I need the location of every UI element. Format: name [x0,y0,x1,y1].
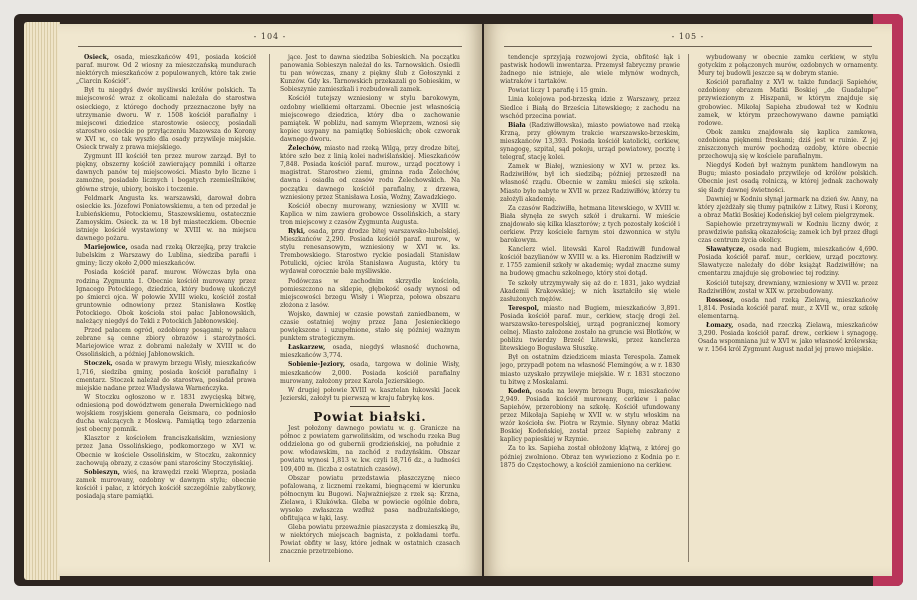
paragraph-text: miasto nad Bugiem, mieszkańców 3,891. Posiada kościół paraf. mur., cerkiew, stację drogi żel. warszawsko-terespolskiej, urząd pogranicznej komory celnej. Miasto założone zostało na gruncie wsi Błotków, w pobliżu twierdzy Brześć Litewski, przez kanclerza litewskiego Bogusława Słuszkę. [500,304,680,353]
right-column-divider [688,54,689,562]
paragraph-text: Kościół tutejszy wzniesiony w stylu barokowym, ozdobny wielkiemi ołtarzami. Obecnie jest własnością miejscowego dziedzica, który dba o zachowanie pamiątek. W pobliżu, nad samym Wieprzem, wznosi się kopiec usypany na pamiątkę Sobieskich; obok czworak dawnego dworu. [280,95,460,143]
paragraph [500,205,680,245]
paragraph-text: Jest położony dawnego powiatu w. g. Granicze na północ z powiatem garwolińskim, od wschodu rzeka Bug oddzielona go od gubernii grodzieńskiej, na południe z pow. włodawskim, na zachód z radzyńskim. Obszar powiatu wynosi 1,813 w. kw. czyli 18,716 dz., a ludności 109,400 m. (liczba z ostatnich czasów). [280,425,460,473]
entry-heading: Łaskarzew, [288,344,326,352]
right-column-1 [500,54,680,566]
paragraph-text: Dawniej w Kodniu słynął jarmark na dzień św. Anny, na który zjeżdżały się tłumy pątników z Litwy, Rusi i Korony, a obraz Matki Boskiej Kodeńskiej był celem pielgrzymek. [698,195,878,219]
paragraph [280,361,460,385]
paragraph [280,425,460,474]
left-header-rule [78,46,462,47]
paragraph [500,122,680,162]
paragraph [280,311,460,343]
paragraph-text: Kościół obecny murowany, wzniesiony w XVIII w. Kaplica w nim zawiera grobowce Ossolińskich, a stary tron miejscowy z czasów Zygmunta Augusta. [280,202,460,226]
paragraph-text: W drugiej połowie XVIII w. kasztelan łukowski Jacek Jezierski, założył tu pierwszą w kraju fabrykę kos. [280,386,460,402]
paragraph [698,196,878,220]
paragraph [698,322,878,354]
paragraph [698,221,878,245]
paragraph-text: Zamek w Białej, wzniesiony w XVI w. przez ks. Radziwiłłów, był ich siedzibą; później przeszedł na własność rządu. Obecnie w zamku mieści się szkoła. Miasto było nabyte w XVII w. przez Radziwiłłów, którzy tu założyli akademię. [500,163,680,203]
paragraph [280,344,460,360]
paragraph-text: Obszar powiatu przedstawia płaszczyznę nieco pofalowaną, z licznemi rzekami, biegnącemi w kierunku północnym ku Bugowi. Najważniejsze z rzek są: Krzna, Zielawa, i Klukówka. Gleba w powiecie ogólnie dobra, wysoko zwłaszcza wzdłuż pasa nadbużańskiego, obfitująca w łąki, lasy. [280,474,460,523]
paragraph [76,244,256,268]
paragraph [280,95,460,144]
paragraph [698,246,878,278]
paragraph [280,387,460,403]
paragraph-text: Był on ostatnim dziedzicem miasta Terespola. Zamek jego, przypadł potem na własność Flemingów, a w r. 1830 miasto uzyskało przywileje miejskie. W r. 1831 stoczono tu bitwę z Moskalami. [500,354,680,386]
paragraph [500,163,680,203]
paragraph-text: tendencje sprzyjają rozwojowi życia, obfitość łąk i pastwisk hodowli inwentarza. Przemysł fabryczny prawie żadnego nie istnieje, ale wiele młynów wodnych, wiatraków i tartaków. [500,54,680,86]
paragraph-text: Kościół tutejszy, drewniany, wzniesiony w XVII w. przez Radziwiłłów, został w XIX w. przebudowany. [698,279,878,295]
entry-heading: Sobieszyn, [84,468,120,476]
left-page-number: - 104 - [253,32,287,41]
paragraph [280,228,460,277]
paragraph [500,388,680,445]
paragraph-text: osada nad rzeką Zielawą, mieszkańców 1,814. Posiada kościół paraf. mur., z XVII w., oraz szkołę elementarną. [698,296,878,320]
paragraph-text: Za czasów Radziwiłła, hetmana litewskiego, w XVIII w. Biała słynęła ze swych szkół i drukarni. W mieście znajdowało się kilka klasztorów; z tych pozostały kościół i cerkiew. Przy kościele farnym stoi dzwonnica w stylu barokowym. [500,204,680,245]
left-column-divider [269,54,270,562]
paragraph-text: jące. Jest to dawna siedziba Sobieskich. Na początku panowania Sobieszyn należał do ks. Tarnowskich. Osiedli tu pan wówczas, znany z piękny ślub z Gołoszynki z Kunzów. Gdy ks. Tarnowskich przekazali go Sobieskim, w Sobieszynie zamieszkali i rozbudowali zamek. [280,54,460,94]
entry-heading: Żelechów, [288,145,322,153]
paragraph-text: osada, mieszkańców 491, posiada kościół paraf. murow. Od 2 wiosny za mieszczańską mundurach niektórych mieszkańców z populowanych, które tak zwie „Ciarcin Kościół”. [76,54,256,86]
entry-heading: Sławatycze, [706,246,746,254]
section-heading: Powiat białski. [313,409,427,424]
right-page [484,24,892,576]
paragraph [76,327,256,359]
paragraph [698,162,878,194]
entry-heading: Sobienie-Jeziory, [288,361,345,369]
paragraph-text: Posiada kościół paraf. murow. Wówczas była ona rodziną Zygmunta I. Obecnie kościół murowany przez Ignacego Potockiego, dziedzica, który budowę ukończył po śmierci ojca. W połowie XVIII wieku, kościół został gruntownie odnowiony przez Stanisława Kostkę Potockiego. Obok kościoła stoi pałac Jabłonowskich, należący niegdyś do Tekli z Potockich Jabłonowskiej. [76,269,256,325]
section-heading-rule [350,406,390,407]
paragraph-text: Kanclerz wiel. litewski Karol Radziwiłł fundował kościół bazylianów w XVIII w. a ks. Hieronim Radziwiłł w r. 1755 zamienił szkoły w akademię; wydał znaczne sumy na budowę gmachu szkolnego, który stoi dotąd. [500,246,680,278]
paragraph-text: osada, przy drodze bitej warszawsko-lubelskiej. Mieszkańców 2,290. Posiada kościół paraf. murow., w stylu renesansowym, wzniesiony w XVI w. ks. Trembowskiego. Starostwo ryckie posiadali Stanisław Potulicki, ojciec króla Stanisława Augusta, który tu wydawał corocznie bale myśliwskie. [280,227,460,276]
paragraph-text: Sapiehowie przetrzymywali w Kodniu liczny dwór, z prawdziwie pańską okazałością; zamek ich był przez długi czas centrum życia okolicy. [698,220,878,245]
paragraph-text: (Radziwiłłowska), miasto powiatowe nad rzeką Krzną, przy głównym trakcie warszawsko-brzeskim, mieszkańców 13,393. Posiada kościół katolicki, cerkiew, synagogę, szpital, sąd pokoju, urząd powiatowy, pocztę i telegraf, stację kolei. [500,121,680,162]
paragraph-text: Linia kolejowa pod-brzeską idzie z Warszawy, przez Siedlce i Białą do Brześcia Litewskiego; z zachodu na wschód przecina powiat. [500,96,680,120]
paragraph-text: Feldmark Angusta ks. warszawski, darował dobra osieckie ks. Józefowi Poniatowskiemu, a ten od przedał je Łubieńskiemu, Potockiemu, Staszewskiemu, ostatecznie Zamoyskim. Osieck. za w. 18 był miasteczkiem. Obecnie istnieje kościół wystawiony w XVIII w. na miejscu dawnego pożaru. [76,194,256,243]
paragraph-text: osada w prawym brzegu Wisły, mieszkańców 1,716, siedziba gminy, posiada kościół parafialny i cmentarz. Stoczek należał do starostwa, posiadał prawa miejskie nadane przez Władysława Warneńczyka. [76,360,256,392]
paragraph [500,280,680,304]
paragraph-text: Te szkoły utrzymywały się aż do r. 1831, jako wydział Akademii Krakowskiej; w nich kształciło się wiele zasłużonych mężów. [500,279,680,303]
paragraph-text: Podówczas w zachodnim skrzydle kościoła, pomieszczono na sklepie, głębokość osady wynosi od miejscowości brzegu Wisły i Wieprza, połowa obszaru złożona z lasów. [280,277,460,309]
paragraph [280,278,460,310]
paragraph [280,145,460,202]
paragraph-text: Klasztor z kościołem franciszkańskim, wzniesiony przez Jana Ossolińskiego, podkomorzego w XVI w. Obecnie w kościele Ossolińskim, w Stoczku, zakonnicy zachowują obrazy, z czasów pani starościny Stoczyńskiej. [76,435,256,467]
paragraph-text: osada, nad rzeczką Zielawą, mieszkańców 3,290. Posiada kościół paraf. drew., cerkiew i synagogę. Osada wspomniana już w XVI w. jako własność królewska; w r. 1564 król Zygmunt August nadał jej prawo miejskie. [698,322,878,354]
paragraph [76,269,256,326]
paragraph [280,524,460,556]
paragraph [500,305,680,354]
paragraph-text: osada nad Bugiem, mieszkańców 4,690. Posiada kościół paraf. mur., cerkiew, urząd pocztowy. Sławatycze należały do dóbr książąt Radziwiłłów; na cmentarzu znajduje się grobowiec tej rodziny. [698,246,878,278]
paragraph [500,96,680,120]
paragraph [76,153,256,193]
entry-heading: Stoczek, [84,360,113,368]
paragraph [280,54,460,94]
paragraph [76,195,256,244]
paragraph [698,129,878,161]
paragraph-text: Obok zamku znajdowała się kaplica zamkowa, ozdobiona pięknemi freskami; dziś jest w ruinie. Z jej zniszczonych murów pochodzą ozdoby, które obecnie przechowują się w kościele parafialnym. [698,128,878,161]
paragraph-text: osada, niegdyś własność duchowna, mieszkańców 3,774. [280,344,460,360]
left-column-2 [280,54,460,566]
paragraph-text: wybudowany w obecnie zamku cerkiew, w stylu gotyckim z połączonych murów, ozdobnych w ornamenty. Mury tej budowli jeszcze są w dobrym stanie. [698,54,878,78]
left-page [58,24,482,576]
paragraph [76,394,256,434]
paragraph [76,87,256,152]
paragraph-text: Był tu niegdyś dwór myśliwski królów polskich. Ta miejscowość wraz z okolicami należała do starostwa osieckiego, z którego dochody przeznaczone były na utrzymanie dworu. W r. 1508 kościół parafialny i miejscowi dziedzice starostowie osieccy, posiadali starostwo osieckie po przyłączeniu Mazowsza do Korony w XVI w., co tak wyszło dla osady przywileje miejskie. Osieck trwały z prawa miejskiego. [76,87,256,152]
paragraph [698,54,878,78]
paragraph [698,79,878,128]
paragraph [500,445,680,469]
left-column-1 [76,54,256,566]
paragraph [500,87,680,95]
paragraph-text: Wojsko, dawniej w czasie powstań zaniedbanem, w czasie ostatniej wojny przez Jana Jesienieckiego powiększone i uzupełnione, stało się później ważnym punktem strategicznym. [280,310,460,343]
right-page-number: - 105 - [671,32,705,41]
page-edges [24,22,60,580]
paragraph-text: wieś, na krawędzi rzeki Wieprza, posiada zamek murowany, ozdobny w dawnym stylu; obecnie kościół i pałac, z których kościół szczególnie zabytkowy, posiadają stare pamiątki. [76,468,256,500]
entry-heading: Rossosz, [706,296,736,304]
paragraph [76,54,256,86]
paragraph [500,354,680,386]
entry-heading: Biała [508,121,526,129]
paragraph-text: miasto nad rzeką Wilgą, przy drodze bitej, które szło bez z linią kolei nadwiślańskiej. Mieszkańców 7,848. Posiada kościół paraf. murow., urząd pocztowy i magistrat. Starostwo ziemi, gminna rada Żelechów, dawna i osiadła od czasów rodu Żelechowskich. Na początku dawnego kościół parafialny, z drzewa, wzniesiony przez Stanisława Łosia, Woźny, Zawadzkiego. [280,145,460,201]
paragraph [76,435,256,467]
paragraph [76,469,256,501]
paragraph [280,475,460,524]
entry-heading: Terespol, [508,304,539,312]
right-column-2 [698,54,878,566]
paragraph-text: Zygmunt III kościół ten przez murow zarząd. Był to piękny, obszerny kościół zawierający pomniki i ołtarze dawnych panów tej miejscowości. Miasto było liczne i zamożne, posiadało licznych i bogatych rzemieślników, główne stroje, ubiory, boisko i toczenie. [76,153,256,193]
paragraph-text: Za to ks. Sapieha został obłożony klątwą, z której go później zwolniono. Obraz ten wywieziono z Kodnia po r. 1875 do Częstochowy, a kościół zamieniono na cerkiew. [500,445,680,469]
paragraph [698,280,878,296]
paragraph-text: Gleba powiatu przeważnie piaszczysta z domieszką iłu, w niektórych miejscach bagnista, z pokładami torfu. Powiat obfity w lasy, które jednak w ostatnich czasach znacznie przetrzebiono. [280,524,460,556]
paragraph-text: W Stoczku ogłoszono w r. 1831 zwycięską bitwę, odniesioną pod dowództwem generała Dwernickiego nad wojskiem rosyjskiem generała Geismara, co podniosło ducha walczących z Moskwą. Pamiątką tego zdarzenia jest obecny pomnik. [76,393,256,434]
entry-heading: Łomazy, [706,322,734,329]
entry-heading: Ryki, [288,227,306,235]
paragraph-text: Kościół parafialny z XVI w. także fundacji Sapiehów, ozdobiony obrazem Matki Boskiej „de Guadalupe” przywiezionym z Hiszpanii, w którym znajduje się grobowiec. Mikołaj Sapieha zbudował też w Kodniu zamek, w którym przechowywano dawne pamiątki rodowe. [698,79,878,127]
paragraph [280,203,460,227]
paragraph [698,297,878,321]
paragraph [500,246,680,278]
paragraph-text: Niegdyś Kodeń był ważnym punktem handlowym na Bugu; miasto posiadało przywileje od królów polskich. Obecnie jest osadą rolniczą, w której jednak zachowały się ślady dawnej świetności. [698,162,878,194]
book [14,14,903,586]
right-header-rule [504,46,872,47]
paragraph-text: Przed pałacem ogród, ozdobiony posągami; w pałacu zebrane są cenne zbiory obrazów i starożytności. Mariejowice wraz z dobrami należały w XVIII w. do Ossolińskich, a później Jabłonowskich. [76,327,256,359]
paragraph-text: Powiat liczy 1 parafię i 15 gmin. [508,87,608,95]
paragraph-text: osada nad rzeką Okrzejką, przy trakcie lubelskim z Warszawy do Lublina, siedziba parafii i gminy; liczy około 2,000 mieszkańców. [76,244,256,268]
paragraph [500,54,680,86]
entry-heading: Mariejowice, [84,244,128,252]
entry-heading: Osieck, [84,54,109,61]
paragraph [76,360,256,392]
paragraph-text: osada na lewym brzegu Bugu, mieszkańców 2,949. Posiada kościół murowany, cerkiew i pałac Sapiehów, przerobiony na szkołę. Kościół ufundowany przez Mikołaja Sapiehę w XVII w. w stylu włoskim na wzór kościoła św. Piotra w Rzymie. Słynny obraz Matki Boskiej Kodeńskiej, został przez Sapiehę zabrany z kaplicy papieskiej w Rzymie. [500,387,680,444]
entry-heading: Kodeń, [508,387,532,395]
paragraph-text: osada, targowa w dolinie Wisły, mieszkańców 2,000. Posiada kościół parafialny murowany, założony przez Karola Jezierskiego. [280,361,460,385]
